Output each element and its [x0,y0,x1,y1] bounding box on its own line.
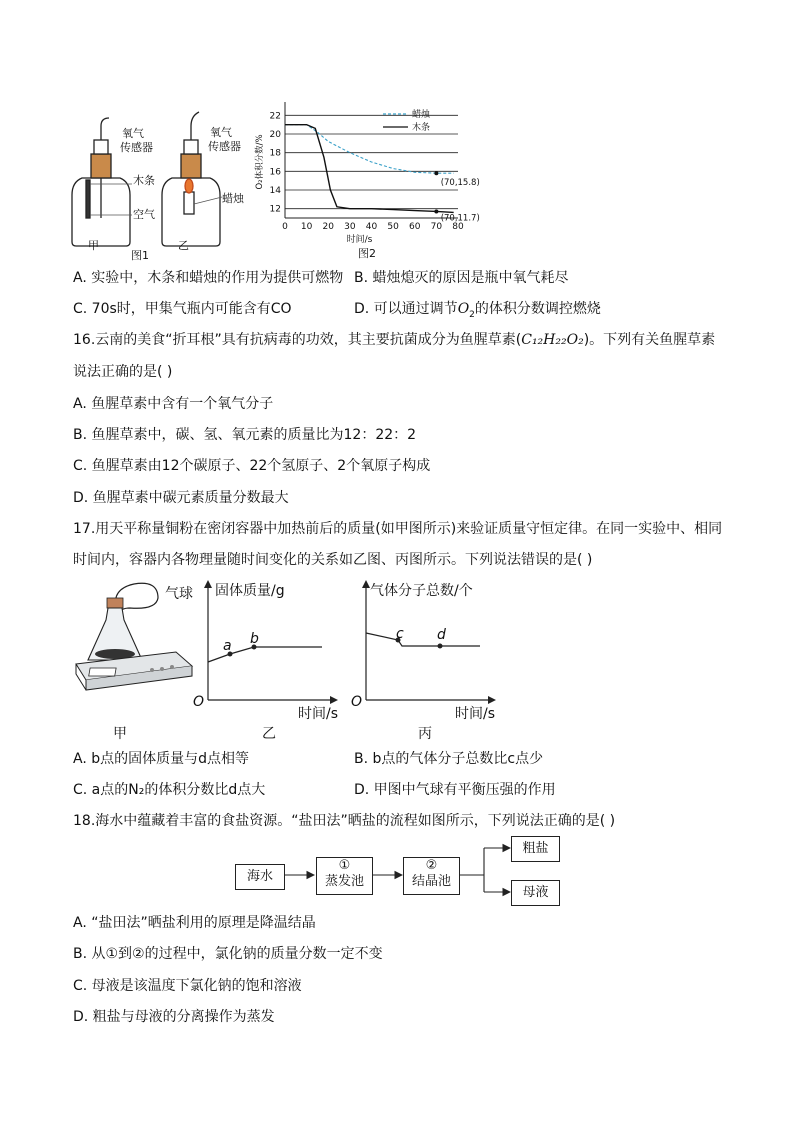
q17-yi-ylabel: 固体质量/g [215,583,285,599]
q17-stem-line2: 时间内，容器内各物理量随时间变化的关系如乙图、丙图所示。下列说法错误的是( ) [73,552,593,568]
q18-option-a[interactable]: A. “盐田法”晒盐利用的原理是降温结晶 [73,915,316,931]
q15-option-a[interactable]: A. 实验中，木条和蜡烛的作用为提供可燃物 [73,270,344,286]
figure-2-chart [250,98,480,260]
q17-point-d: d [437,627,446,643]
q17-label-yi: 乙 [262,726,276,742]
q17-point-c: c [396,626,404,642]
q18-option-d[interactable]: D. 粗盐与母液的分离操作为蒸发 [73,1009,275,1025]
q16-option-a[interactable]: A. 鱼腥草素中含有一个氧气分子 [73,396,274,412]
q16-option-c[interactable]: C. 鱼腥草素由12个碳原子、22个氢原子、2个氧原子构成 [73,458,431,474]
q17-option-c[interactable]: C. a点的N₂的体积分数比d点大 [73,782,266,798]
legend-label-2: 木条 [412,123,431,133]
q15-option-d-o: O [457,301,470,317]
y-tick-label-12: 12 [269,204,281,215]
y-tick-label-16: 16 [269,167,281,178]
x-axis-label: 时间/s [346,235,373,245]
x-tick-label-80: 80 [452,222,464,232]
q15-option-d-sub: 2 [469,309,475,320]
q17-bing-origin: O [351,694,363,710]
label-air: 空气 [133,208,155,221]
flow-box-seawater: 海水 [235,864,285,890]
y-tick-label-18: 18 [269,148,281,159]
label-jia: 甲 [88,239,99,252]
q15-option-d-post: 的体积分数调控燃烧 [474,301,601,317]
series-line-2 [285,125,454,213]
x-tick-label-20: 20 [322,222,334,232]
y-tick-label-22: 22 [269,111,281,122]
x-tick-label-10: 10 [300,222,313,232]
point-marker-1 [434,171,438,175]
q17-label-bing: 丙 [418,726,432,742]
q17-label-jia: 甲 [113,726,127,742]
q18-stem: 18.海水中蕴藏着丰富的食盐资源。“盐田法”晒盐的流程如图所示，下列说法正确的是( ) [73,813,616,829]
q16-formula: C₁₂H₂₂O₂ [521,332,584,348]
q15-option-b[interactable]: B. 蜡烛熄灭的原因是瓶中氧气耗尽 [354,270,569,286]
flow-step2-num: ② [425,858,438,873]
y-tick-label-20: 20 [269,130,281,140]
q17-label-balloon: 气球 [165,586,193,602]
flow-step2-label: 结晶池 [411,874,451,889]
figure-2-caption: 图2 [358,247,376,260]
q16-option-d[interactable]: D. 鱼腥草素中碳元素质量分数最大 [73,490,289,506]
label-o2-sensor-1a: 氧气 [122,127,144,140]
q17-point-a: a [223,638,232,654]
q17-yi-xlabel: 时间/s [298,706,339,722]
x-tick-label-0: 0 [282,222,288,232]
x-tick-label-30: 30 [344,222,356,232]
q17-bing-xlabel: 时间/s [455,706,496,722]
flow-box-evaporation [316,857,373,895]
annotation-2: (70,11.7) [440,213,480,224]
q17-option-a[interactable]: A. b点的固体质量与d点相等 [73,751,250,767]
q17-option-b[interactable]: B. b点的气体分子总数比c点少 [354,751,544,767]
q17-bing-ylabel: 气体分子总数/个 [370,583,473,599]
label-o2-sensor-2a: 氧气 [210,126,232,139]
label-wood: 木条 [133,174,155,187]
q16-stem-pre: 16.云南的美食“折耳根”具有抗病毒的功效，其主要抗菌成分为鱼腥草素( [73,332,522,348]
label-yi: 乙 [178,239,189,252]
flow-box-crystallization [403,857,460,895]
flow-box-mother-liquor: 母液 [511,880,560,906]
q18-option-b[interactable]: B. 从①到②的过程中，氯化钠的质量分数一定不变 [73,946,383,962]
label-o2-sensor-1b: 传感器 [120,141,153,154]
x-tick-label-50: 50 [387,222,399,232]
q15-option-d-pre: D. 可以通过调节 [354,301,458,317]
q16-stem-line2: 说法正确的是( ) [73,364,173,380]
q18-option-c[interactable]: C. 母液是该温度下氯化钠的饱和溶液 [73,978,302,994]
q16-stem-post: )。下列有关鱼腥草素 [583,332,716,348]
y-axis-label: O₂体积分数/% [255,134,265,190]
annotation-1: (70,15.8) [440,178,480,189]
label-o2-sensor-2b: 传感器 [208,140,241,153]
legend-label-1: 蜡烛 [412,110,431,120]
x-tick-label-70: 70 [430,222,443,232]
flow-box-crude-salt: 粗盐 [511,836,560,862]
x-tick-label-60: 60 [409,222,421,232]
flow-step1-num: ① [338,858,351,873]
point-marker-2 [434,209,438,213]
flow-step1-label: 蒸发池 [324,874,364,889]
figure-1-caption: 图1 [131,249,149,262]
q17-stem-line1: 17.用天平称量铜粉在密闭容器中加热前后的质量(如甲图所示)来验证质量守恒定律。在同一实验中、相同 [73,521,723,537]
q16-option-b[interactable]: B. 鱼腥草素中，碳、氢、氧元素的质量比为12：22：2 [73,427,417,443]
q17-yi-origin: O [193,694,205,710]
q16-stem-line1 [73,331,715,349]
q17-option-d[interactable]: D. 甲图中气球有平衡压强的作用 [354,782,556,798]
y-tick-label-14: 14 [269,186,281,196]
q15-option-d[interactable] [354,300,601,324]
label-candle: 蜡烛 [222,192,244,205]
x-tick-label-40: 40 [365,222,378,232]
q17-point-b: b [250,631,259,647]
q15-option-c[interactable]: C. 70s时，甲集气瓶内可能含有CO [73,301,292,317]
